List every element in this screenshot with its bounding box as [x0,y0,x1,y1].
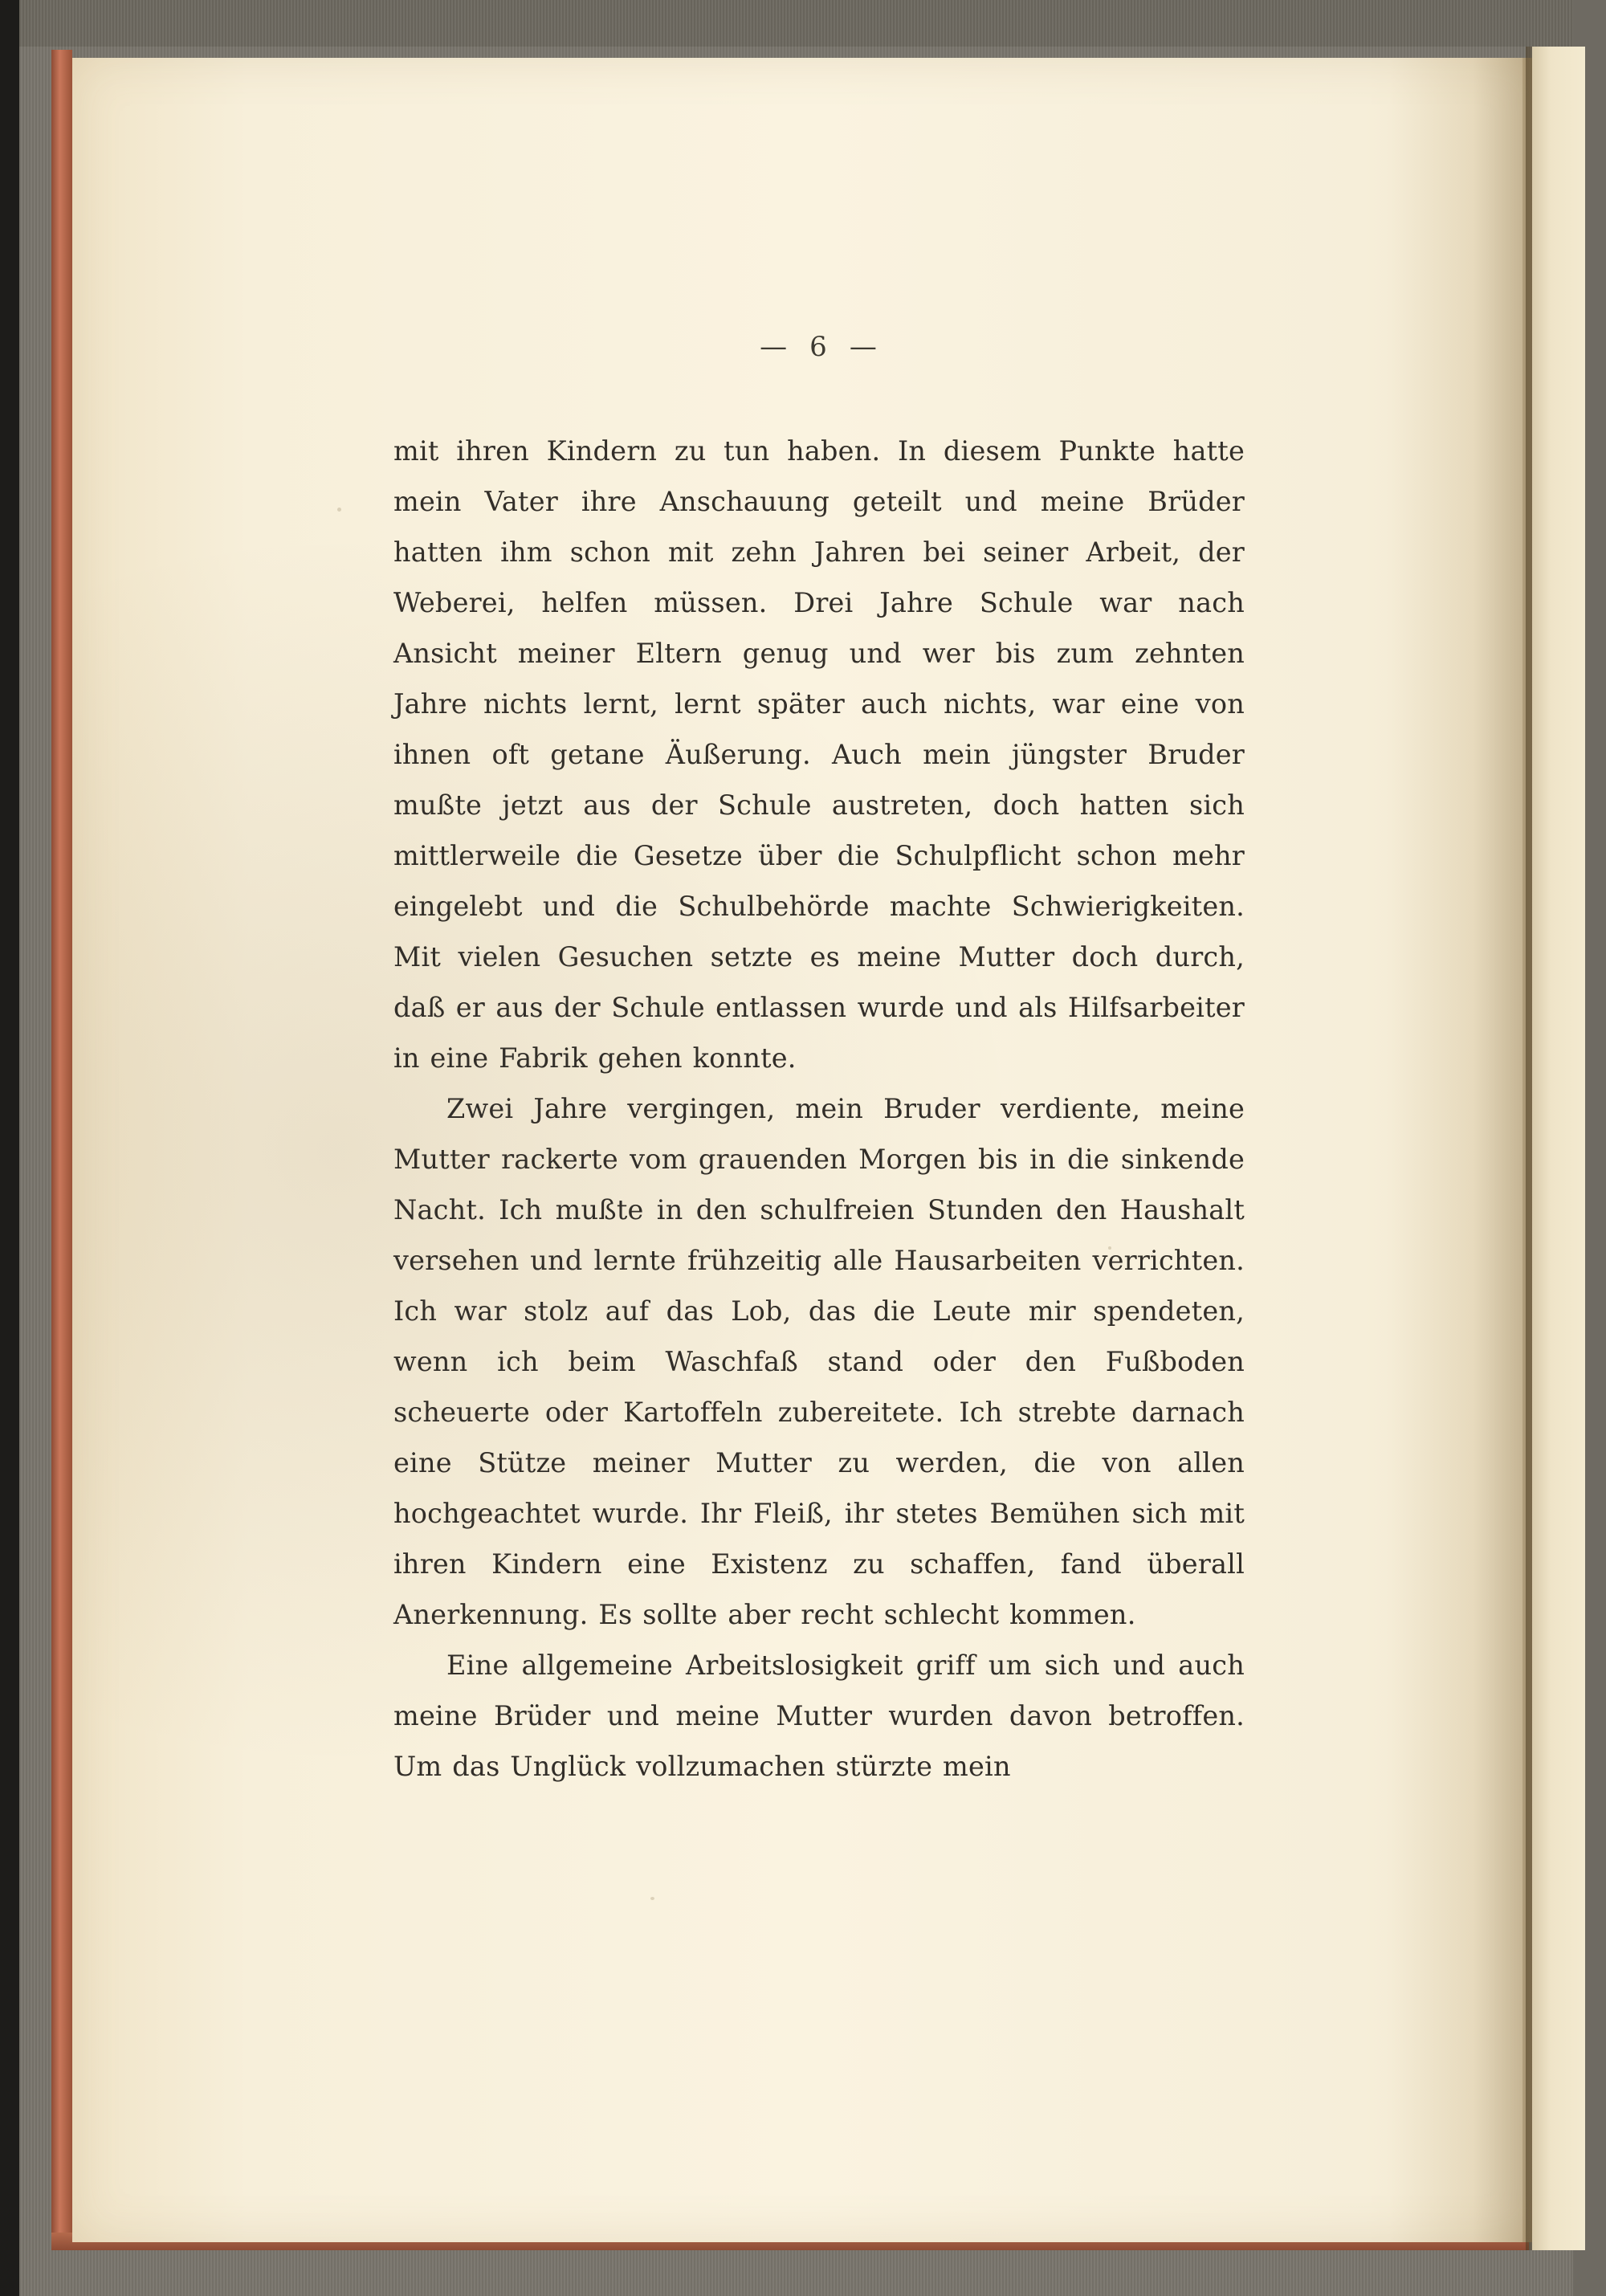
text-column [393,331,1245,1792]
body-paragraph-3: Eine allgemeine Arbeitslosigkeit griff um sich und auch meine Brüder und meine Mutter wurden davon betroffen. Um das Unglück vollzumachen stürzte mein [393,1650,1245,1782]
folio-dash-left: — [760,331,789,363]
body-paragraph-2: Zwei Jahre vergingen, mein Bruder verdiente, meine Mutter rackerte vom grauenden Morgen bis in die sinkende Nacht. Ich mußte in den schulfreien Stunden den Haushalt versehen und lernte frühzeitig alle Hausarbeiten verrichten. Ich war stolz auf das Lob, das die Leute mir spendeten, wenn ich beim Waschfaß stand oder den Fußboden scheuerte oder Kartoffeln zubereitete. Ich strebte darnach eine Stütze meiner Mutter zu werden, die von allen hochgeachtet wurde. Ihr Fleiß, ihr stetes Bemühen sich mit ihren Kindern eine Existenz zu schaffen, fand überall Anerkennung. Es sollte aber recht schlecht kommen. [393,1093,1245,1630]
page-number: 6 [809,331,829,363]
binding-edge-stripe-left [51,50,72,2250]
paper-speck [1108,1246,1111,1250]
book-cover-cloth-top-edge [19,0,1573,47]
folio-dash-right: — [849,331,878,363]
facing-page-sliver [1532,47,1585,2250]
page-gutter-shadow [1389,58,1542,2242]
body-paragraph-1: mit ihren Kindern zu tun haben. In diesem Punkte hatte mein Vater ihre Anschauung geteilt und meine Brüder hatten ihm schon mit zehn Jahren bei seiner Arbeit, der Weberei, helfen müssen. Drei Jahre Schule war nach Ansicht meiner Eltern genug und wer bis zum zehnten Jahre nichts lernt, lernt später auch nichts, war eine von ihnen oft getane Äußerung. Auch mein jüngster Bruder mußte jetzt aus der Schule austreten, doch hatten sich mittlerweile die Gesetze über die Schulpflicht schon mehr eingelebt und die Schulbehörde machte Schwierigkeiten. Mit vielen Gesuchen setzte es meine Mutter doch durch, daß er aus der Schule entlassen wurde und als Hilfsarbeiter in eine Fabrik gehen konnte. [393,435,1245,1074]
paper-speck [337,508,341,512]
page-paper [72,58,1542,2242]
page-folio [393,331,1245,363]
paper-speck [650,1897,654,1900]
